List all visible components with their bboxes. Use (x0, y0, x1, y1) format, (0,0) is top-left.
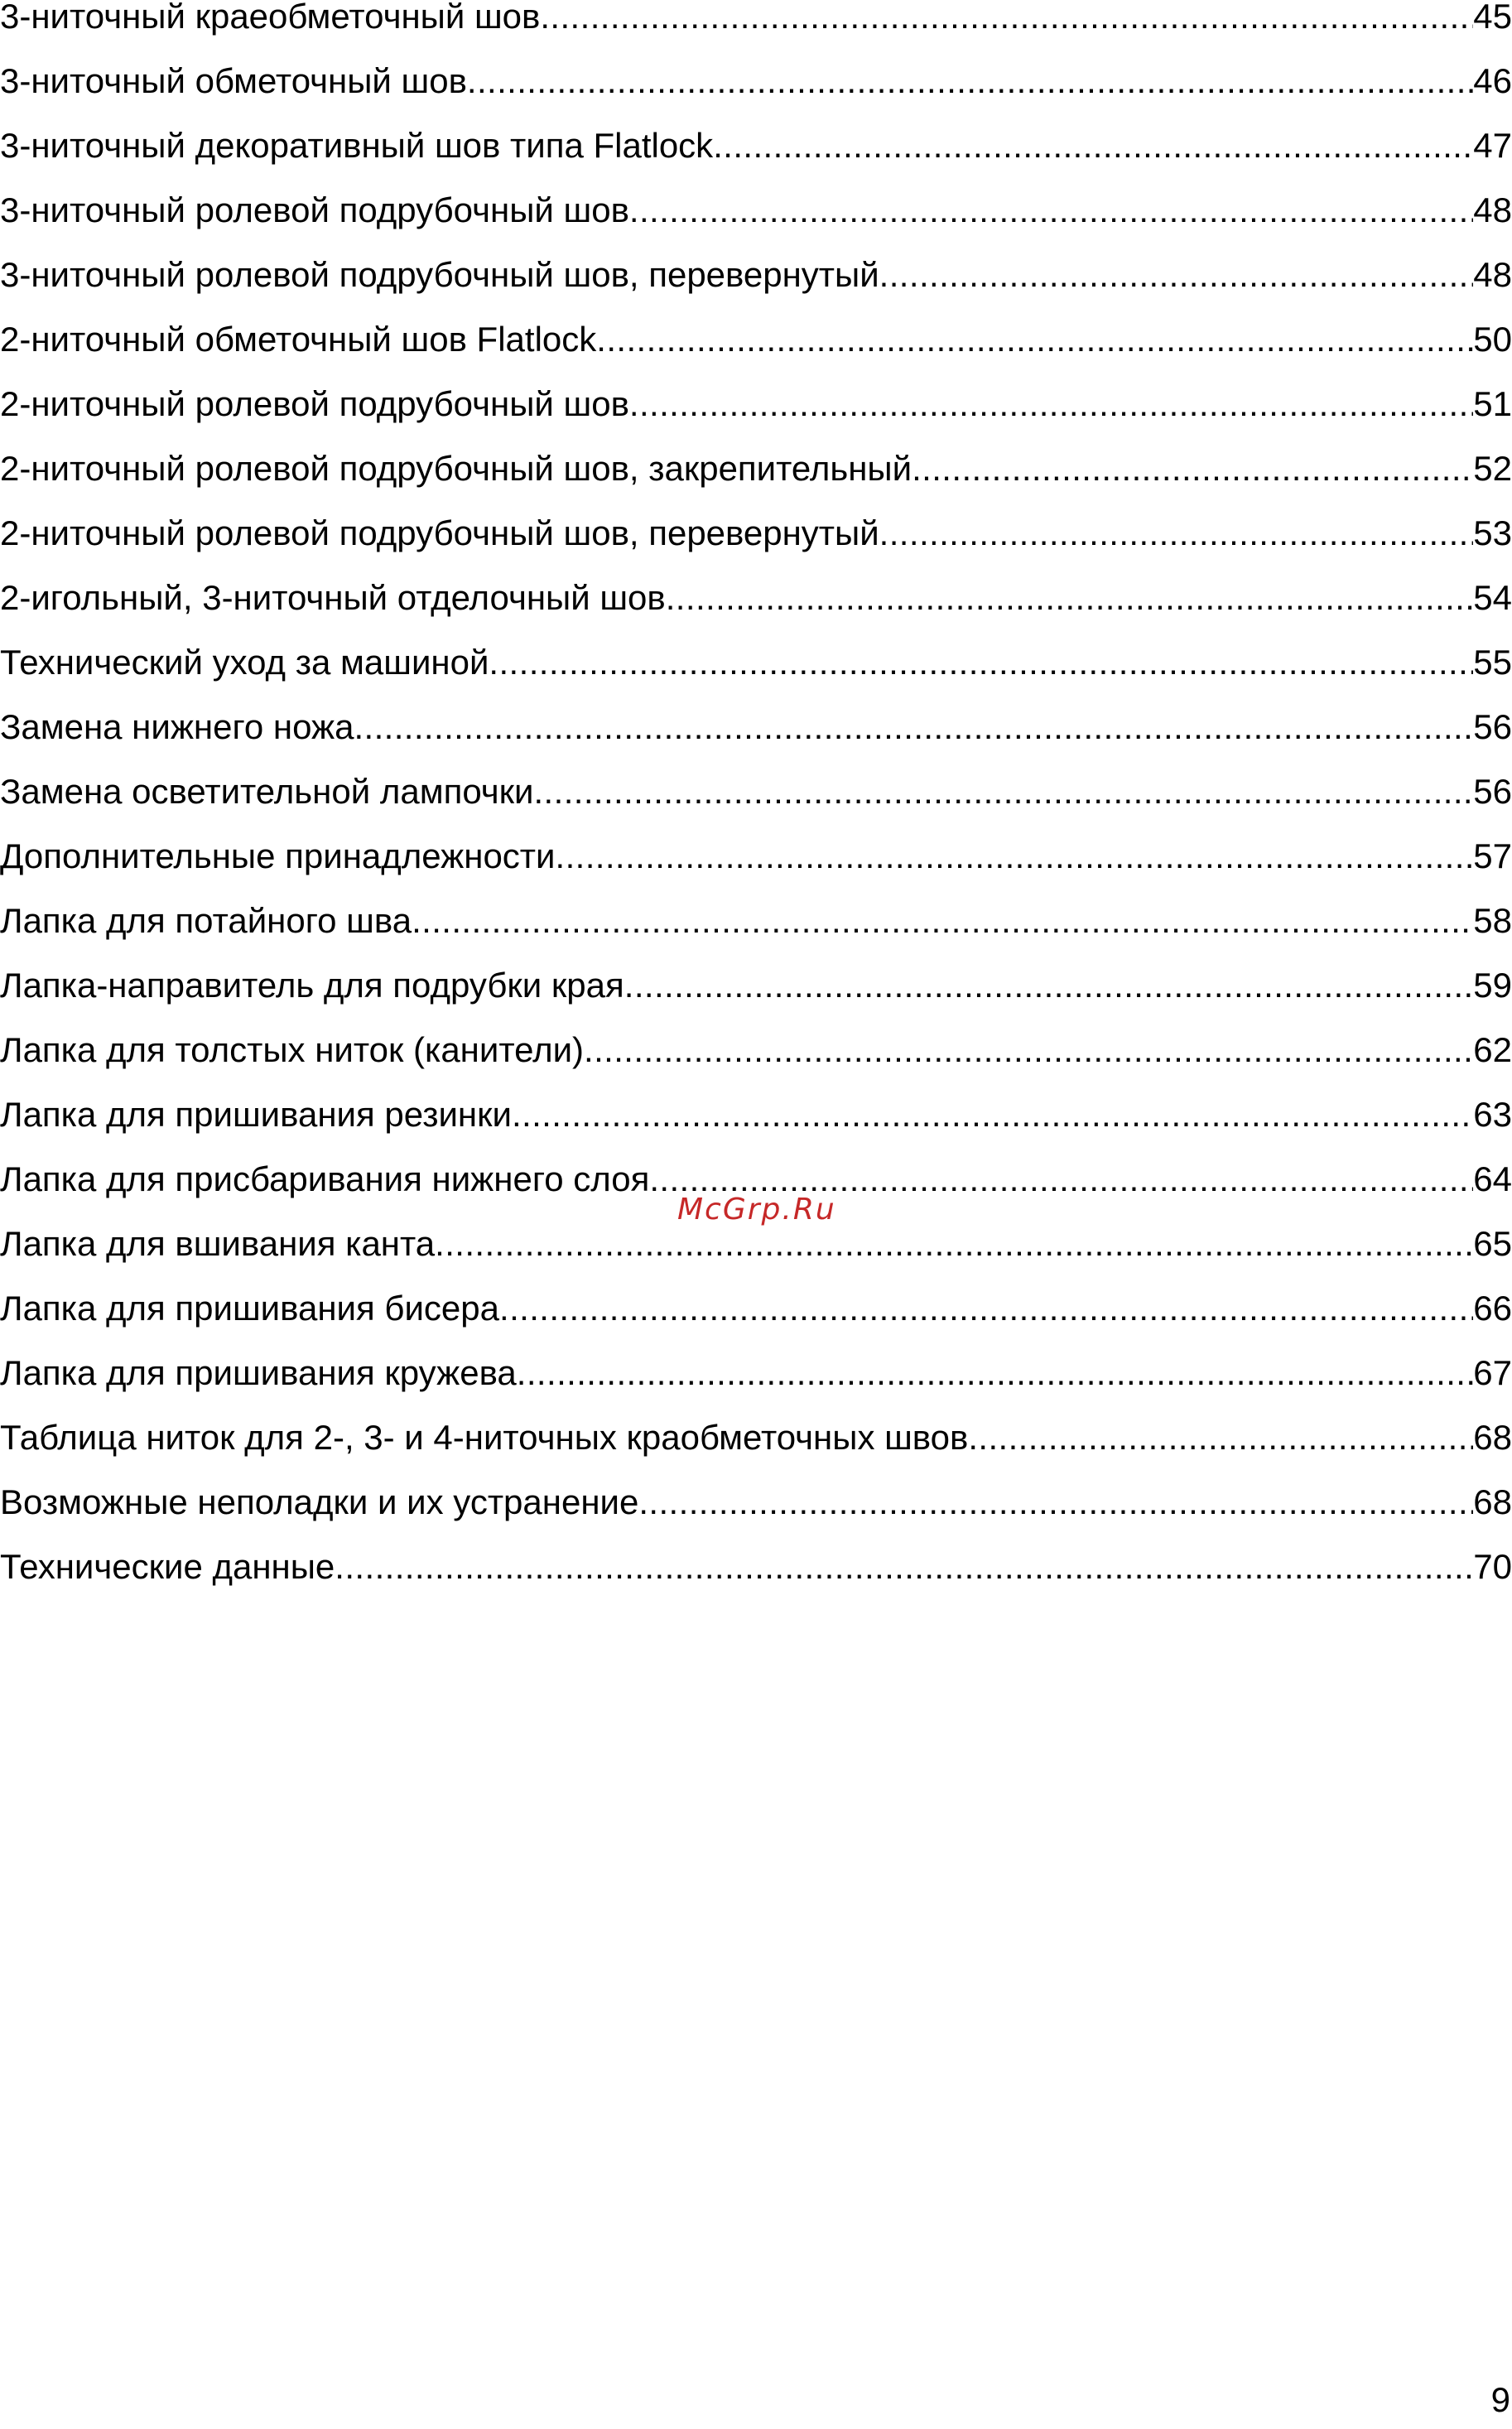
toc-entry-page: 68 (1473, 1418, 1512, 1457)
toc-entry[interactable] (0, 1348, 1512, 1398)
toc-dot-leader (512, 1090, 1473, 1140)
toc-entry-title: 2-ниточный ролевой подрубочный шов, закрепительный (0, 449, 912, 488)
toc-entry-title: Лапка для потайного шва (0, 901, 412, 940)
toc-entry[interactable] (0, 896, 1512, 946)
toc-entry-page: 62 (1473, 1030, 1512, 1069)
toc-entry-page: 70 (1473, 1547, 1512, 1586)
toc-entry-page: 50 (1473, 320, 1512, 359)
toc-entry[interactable] (0, 1542, 1512, 1592)
toc-entry-page: 64 (1473, 1159, 1512, 1198)
toc-entry-page: 58 (1473, 901, 1512, 940)
toc-entry-page: 67 (1473, 1353, 1512, 1392)
toc-entry[interactable] (0, 961, 1512, 1010)
toc-dot-leader (412, 896, 1473, 946)
toc-entry[interactable] (0, 1090, 1512, 1140)
toc-dot-leader (629, 379, 1473, 429)
toc-entry[interactable] (0, 767, 1512, 817)
toc-dot-leader (624, 961, 1474, 1010)
toc-entry-title: Замена нижнего ножа (0, 707, 354, 746)
toc-dot-leader (879, 508, 1474, 558)
toc-entry[interactable] (0, 1219, 1512, 1269)
toc-dot-leader (540, 0, 1473, 41)
toc-entry[interactable] (0, 379, 1512, 429)
toc-entry-page: 57 (1473, 836, 1512, 875)
toc-entry-page: 65 (1473, 1224, 1512, 1263)
toc-entry-title: Таблица ниток для 2-, 3- и 4-ниточных краобметочных швов (0, 1418, 969, 1457)
toc-entry[interactable] (0, 1284, 1512, 1333)
toc-entry-title: 3-ниточный декоративный шов типа Flatlock (0, 126, 714, 165)
watermark: McGrp.Ru (677, 1193, 836, 1227)
toc-entry-page: 55 (1473, 643, 1512, 682)
toc-entry-page: 45 (1473, 0, 1512, 36)
toc-entry[interactable] (0, 702, 1512, 752)
toc-dot-leader (489, 638, 1473, 687)
toc-entry-title: 3-ниточный краеобметочный шов (0, 0, 541, 36)
toc-dot-leader (499, 1284, 1473, 1333)
toc-entry-page: 48 (1473, 190, 1512, 229)
toc-dot-leader (354, 702, 1473, 752)
toc-entry[interactable] (0, 1413, 1512, 1463)
toc-entry-title: 2-ниточный ролевой подрубочный шов (0, 384, 629, 423)
toc-dot-leader (467, 56, 1473, 106)
toc-entry-title: Лапка для вшивания канта (0, 1224, 436, 1263)
toc-entry[interactable] (0, 638, 1512, 687)
toc-dot-leader (335, 1542, 1473, 1592)
toc-entry-page: 66 (1473, 1289, 1512, 1328)
toc-entry-page: 63 (1473, 1095, 1512, 1134)
toc-entry-title: 2-ниточный ролевой подрубочный шов, перевернутый (0, 513, 879, 552)
toc-entry[interactable] (0, 1477, 1512, 1527)
page-number: 9 (1490, 2380, 1510, 2419)
toc-entry-title: 2-ниточный обметочный шов Flatlock (0, 320, 597, 359)
toc-dot-leader (584, 1025, 1473, 1075)
toc-dot-leader (533, 767, 1473, 817)
toc-entry-title: Лапка для пришивания кружева (0, 1353, 517, 1392)
toc-entry-title: Дополнительные принадлежности (0, 836, 556, 875)
toc-dot-leader (968, 1413, 1473, 1463)
toc-entry-title: Лапка для пришивания бисера (0, 1289, 499, 1328)
toc-entry-page: 54 (1473, 578, 1512, 617)
toc-entry-title: 3-ниточный обметочный шов (0, 61, 467, 100)
toc-dot-leader (879, 250, 1474, 300)
toc-entry[interactable] (0, 121, 1512, 171)
toc-entry[interactable] (0, 831, 1512, 881)
toc-entry[interactable] (0, 573, 1512, 623)
toc-dot-leader (638, 1477, 1473, 1527)
toc-entry-page: 56 (1473, 772, 1512, 811)
toc-entry[interactable] (0, 315, 1512, 364)
toc-dot-leader (435, 1219, 1473, 1269)
toc-entry-title: 3-ниточный ролевой подрубочный шов (0, 190, 629, 229)
toc-entry-title: Возможные неполадки и их устранение (0, 1482, 639, 1521)
toc-entry-page: 52 (1473, 449, 1512, 488)
toc-entry-title: 2-игольный, 3-ниточный отделочный шов (0, 578, 666, 617)
toc-entry-page: 59 (1473, 966, 1512, 1005)
toc-entry[interactable] (0, 250, 1512, 300)
toc-entry[interactable] (0, 0, 1512, 41)
toc-entry-page: 47 (1473, 126, 1512, 165)
toc-entry[interactable] (0, 508, 1512, 558)
toc-entry-page: 48 (1473, 255, 1512, 294)
toc-entry-title: Технические данные (0, 1547, 335, 1586)
toc-entry-page: 68 (1473, 1482, 1512, 1521)
toc-entry-title: Лапка для пришивания резинки (0, 1095, 512, 1134)
toc-dot-leader (596, 315, 1473, 364)
toc-entry-page: 46 (1473, 61, 1512, 100)
toc-entry-page: 53 (1473, 513, 1512, 552)
toc-entry[interactable] (0, 186, 1512, 235)
toc-entry-title: Технический уход за машиной (0, 643, 489, 682)
toc-entry-page: 51 (1473, 384, 1512, 423)
toc-entry-title: Лапка-направитель для подрубки края (0, 966, 624, 1005)
toc-dot-leader (517, 1348, 1473, 1398)
toc-dot-leader (556, 831, 1474, 881)
toc-dot-leader (666, 573, 1474, 623)
toc-entry-page: 56 (1473, 707, 1512, 746)
toc-dot-leader (713, 121, 1473, 171)
toc-entry-title: Замена осветительной лампочки (0, 772, 534, 811)
toc-entry[interactable] (0, 444, 1512, 494)
toc-entry-title: Лапка для толстых ниток (канители) (0, 1030, 585, 1069)
toc-dot-leader (912, 444, 1473, 494)
toc-entry[interactable] (0, 1025, 1512, 1075)
toc-entry-title: Лапка для присбаривания нижнего слоя (0, 1159, 650, 1198)
toc-entry-title: 3-ниточный ролевой подрубочный шов, перевернутый (0, 255, 879, 294)
toc-entry[interactable] (0, 56, 1512, 106)
toc-dot-leader (629, 186, 1473, 235)
